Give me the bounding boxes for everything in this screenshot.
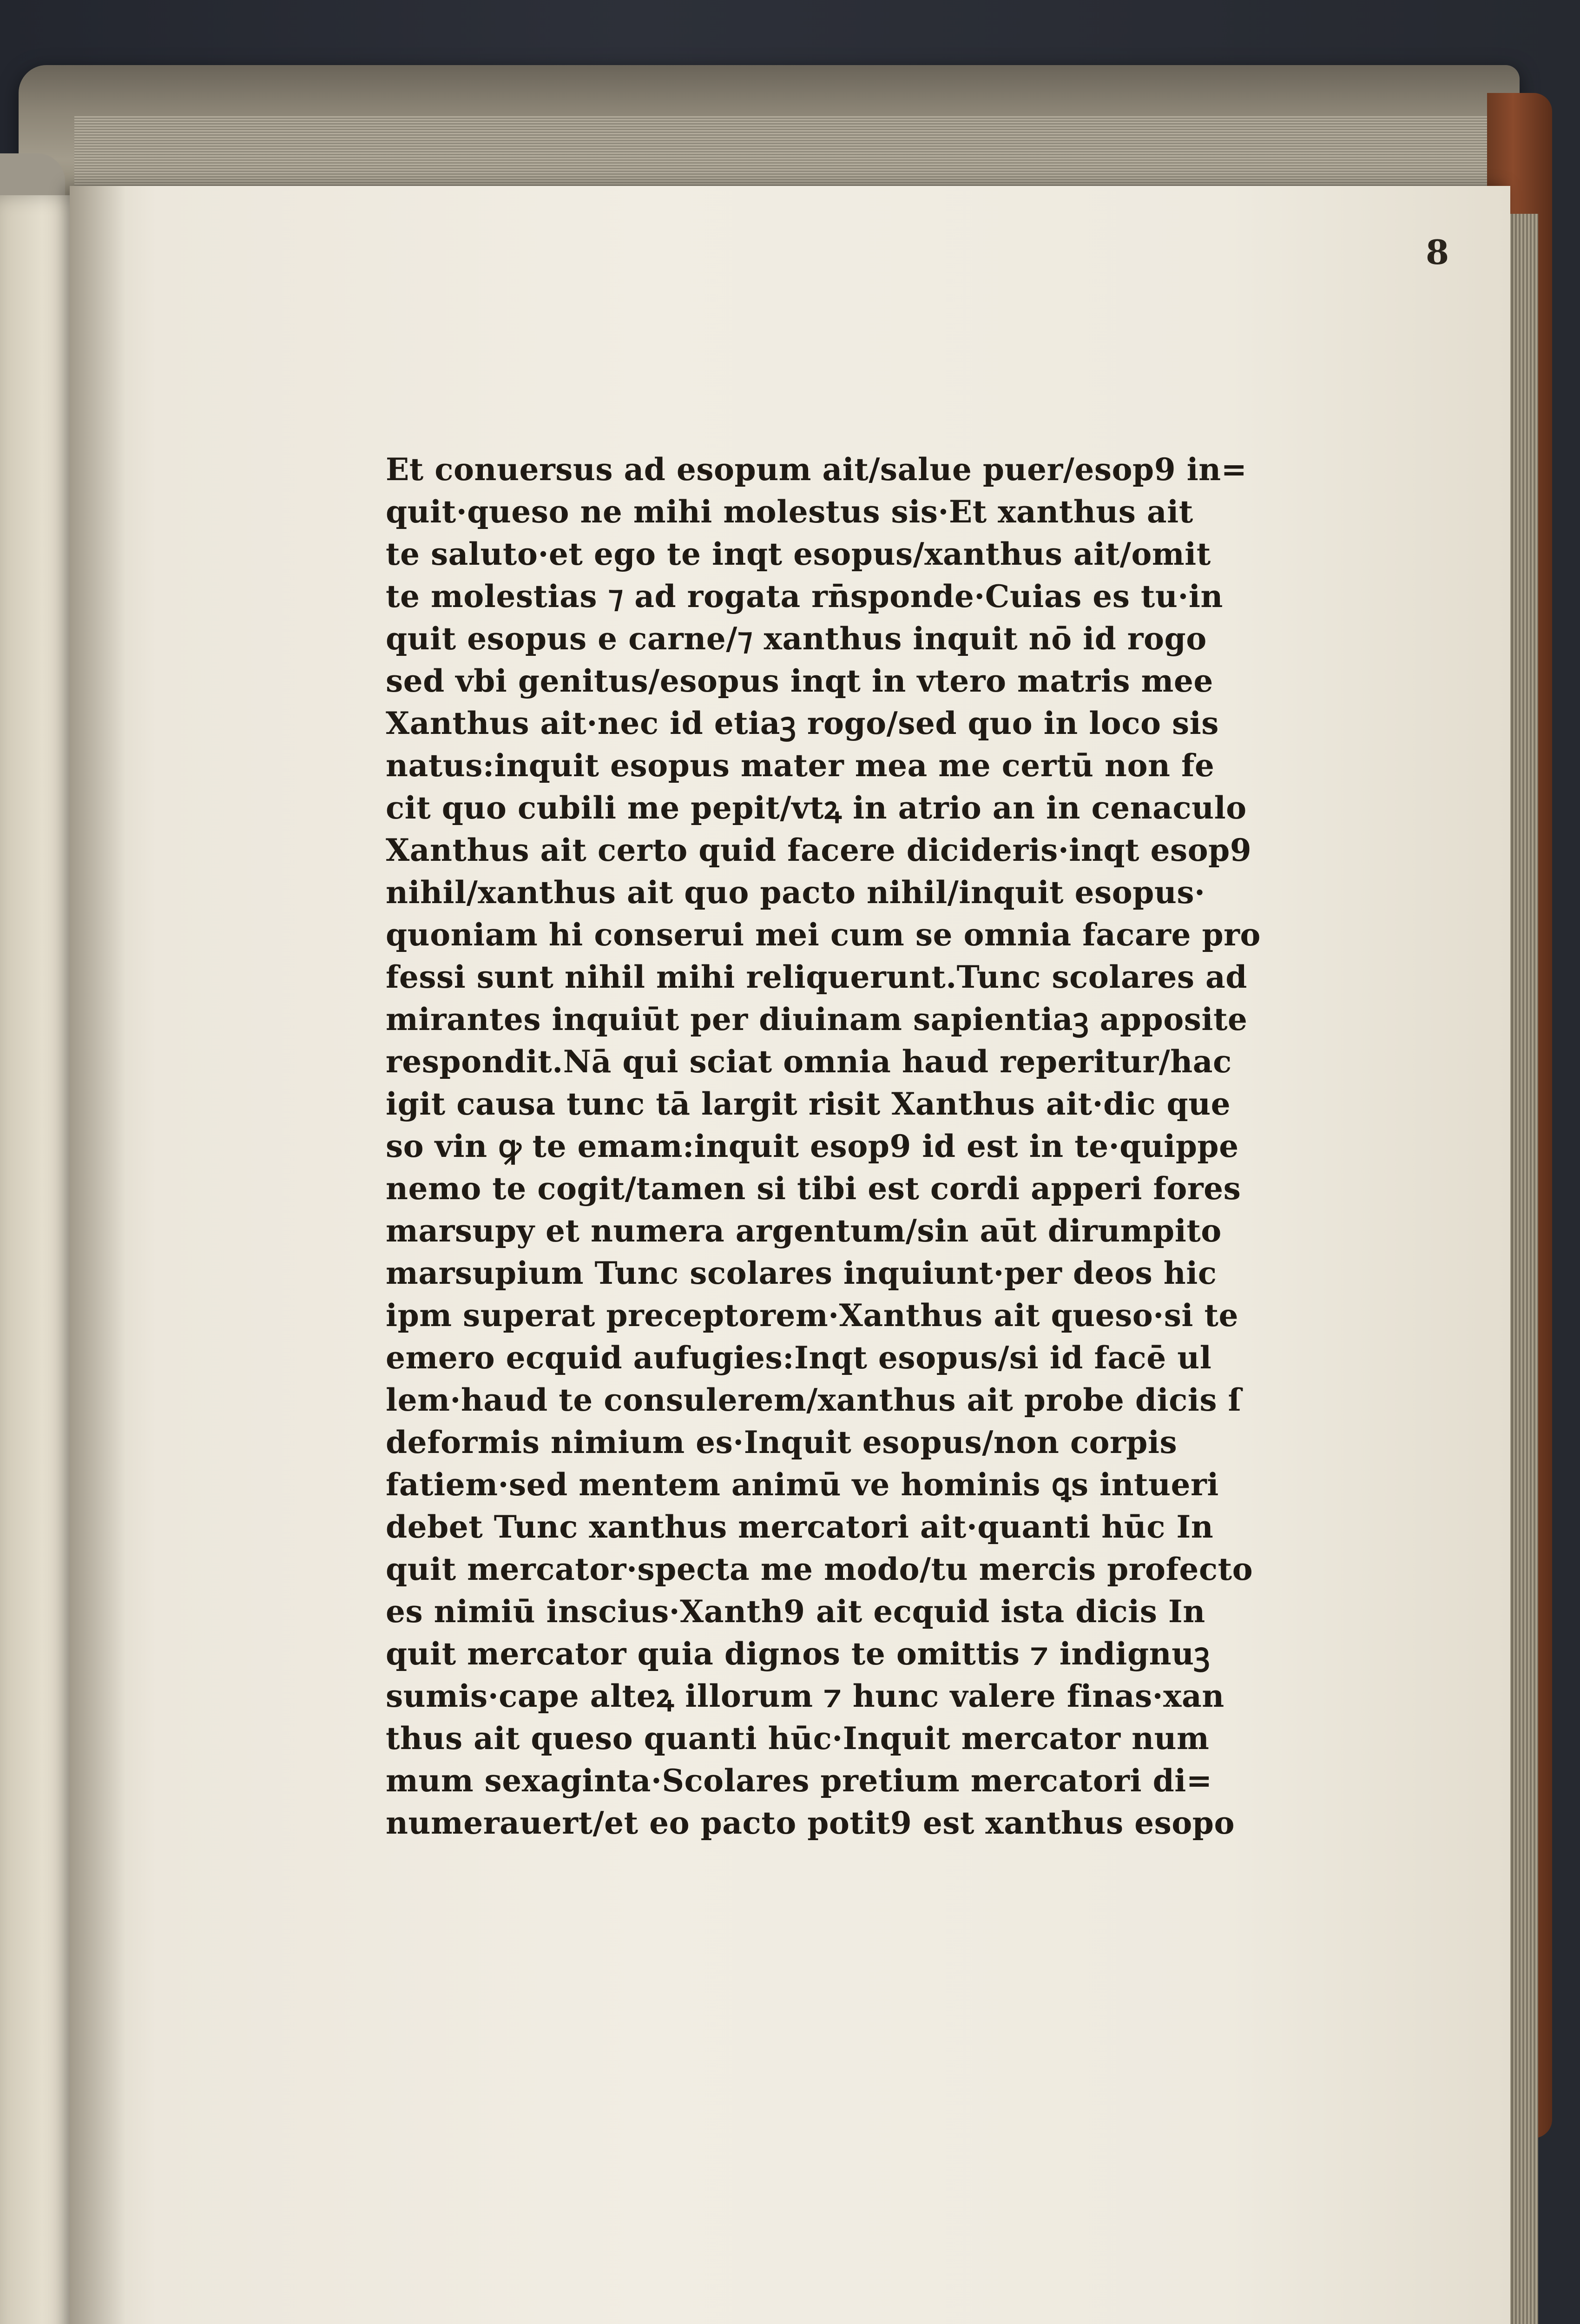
page-signature-mark: 8: [1426, 232, 1449, 272]
text-line: natus:inquit esopus mater mea me certū non fe: [386, 747, 1215, 784]
text-line: mirantes inquiūt per diuinam sapientiaꝫ apposite: [386, 1001, 1248, 1037]
text-line: emero ecquid aufugies:Inqt esopus/si id facē ul: [386, 1340, 1212, 1376]
right-page-edges: [1506, 214, 1538, 2324]
text-line: fatiem·sed mentem animū ve hominis ꝗs intueri: [386, 1466, 1219, 1503]
text-line: quit·queso ne mihi molestus sis·Et xanthus ait: [386, 494, 1193, 530]
text-line: lem·haud te consulerem/xanthus ait probe dicis ſ: [386, 1382, 1242, 1418]
text-line: nemo te cogit/tamen si tibi est cordi apperi fores: [386, 1170, 1241, 1207]
text-line: quit mercator quia dignos te omittis ⁊ indignuꝫ: [386, 1636, 1210, 1672]
text-line: sumis·cape alteꝝ illorum ⁊ hunc valere finas·xan: [386, 1678, 1224, 1714]
text-line: igit causa tunc tā largit risit Xanthus ait·dic que: [386, 1086, 1231, 1122]
text-line: ipm superat preceptorem·Xanthus ait queso·si te: [386, 1297, 1238, 1334]
text-line: mum sexaginta·Scolares pretium mercatori di=: [386, 1763, 1212, 1799]
text-line: nihil/xanthus ait quo pacto nihil/inquit esopus·: [386, 874, 1205, 911]
text-line: Xanthus ait·nec id etiaꝫ rogo/sed quo in loco sis: [386, 705, 1219, 741]
text-line: deformis nimium es·Inquit esopus/non corpis: [386, 1424, 1178, 1460]
text-line: sed vbi genitus/esopus inqt in vtero matris mee: [386, 663, 1213, 699]
text-line: Et conuersus ad esopum ait/salue puer/esop9 in=: [386, 451, 1247, 488]
gutter-shadow: [70, 186, 125, 2324]
text-line: cit quo cubili me pepit/vtꝝ in atrio an in cenaculo: [386, 790, 1247, 826]
text-line: thus ait queso quanti hūc·Inquit mercator num: [386, 1720, 1210, 1756]
text-line: quit esopus e carne/⁊ xanthus inquit nō id rogo: [386, 621, 1207, 657]
text-line: es nimiū inscius·Xanth9 ait ecquid ista dicis In: [386, 1593, 1205, 1630]
text-line: fessi sunt nihil mihi reliquerunt.Tunc scolares ad: [386, 959, 1247, 995]
text-line: marsupium Tunc scolares inquiunt·per deos hic: [386, 1255, 1217, 1291]
text-line: respondit.Nā qui sciat omnia haud reperitur/hac: [386, 1043, 1232, 1080]
text-line: Xanthus ait certo quid facere dicideris·inqt esop9: [386, 832, 1252, 868]
text-line: quoniam hi conserui mei cum se omnia facare pro: [386, 917, 1261, 953]
text-line: te molestias ⁊ ad rogata rn̄sponde·Cuias es tu·in: [386, 578, 1223, 614]
text-line: so vin ꝙ te emam:inquit esop9 id est in te·quippe: [386, 1128, 1239, 1164]
text-line: numerauert/et eo pacto potit9 est xanthus esopo: [386, 1805, 1235, 1841]
text-line: quit mercator·specta me modo/tu mercis profecto: [386, 1551, 1253, 1587]
incunable-text-block: [386, 449, 1269, 1844]
stacked-page-edges: [74, 116, 1496, 186]
text-line: debet Tunc xanthus mercatori ait·quanti hūc In: [386, 1509, 1214, 1545]
text-line: te saluto·et ego te inqt esopus/xanthus ait/omit: [386, 536, 1211, 572]
text-line: marsupy et numera argentum/sin aūt dirumpito: [386, 1213, 1222, 1249]
